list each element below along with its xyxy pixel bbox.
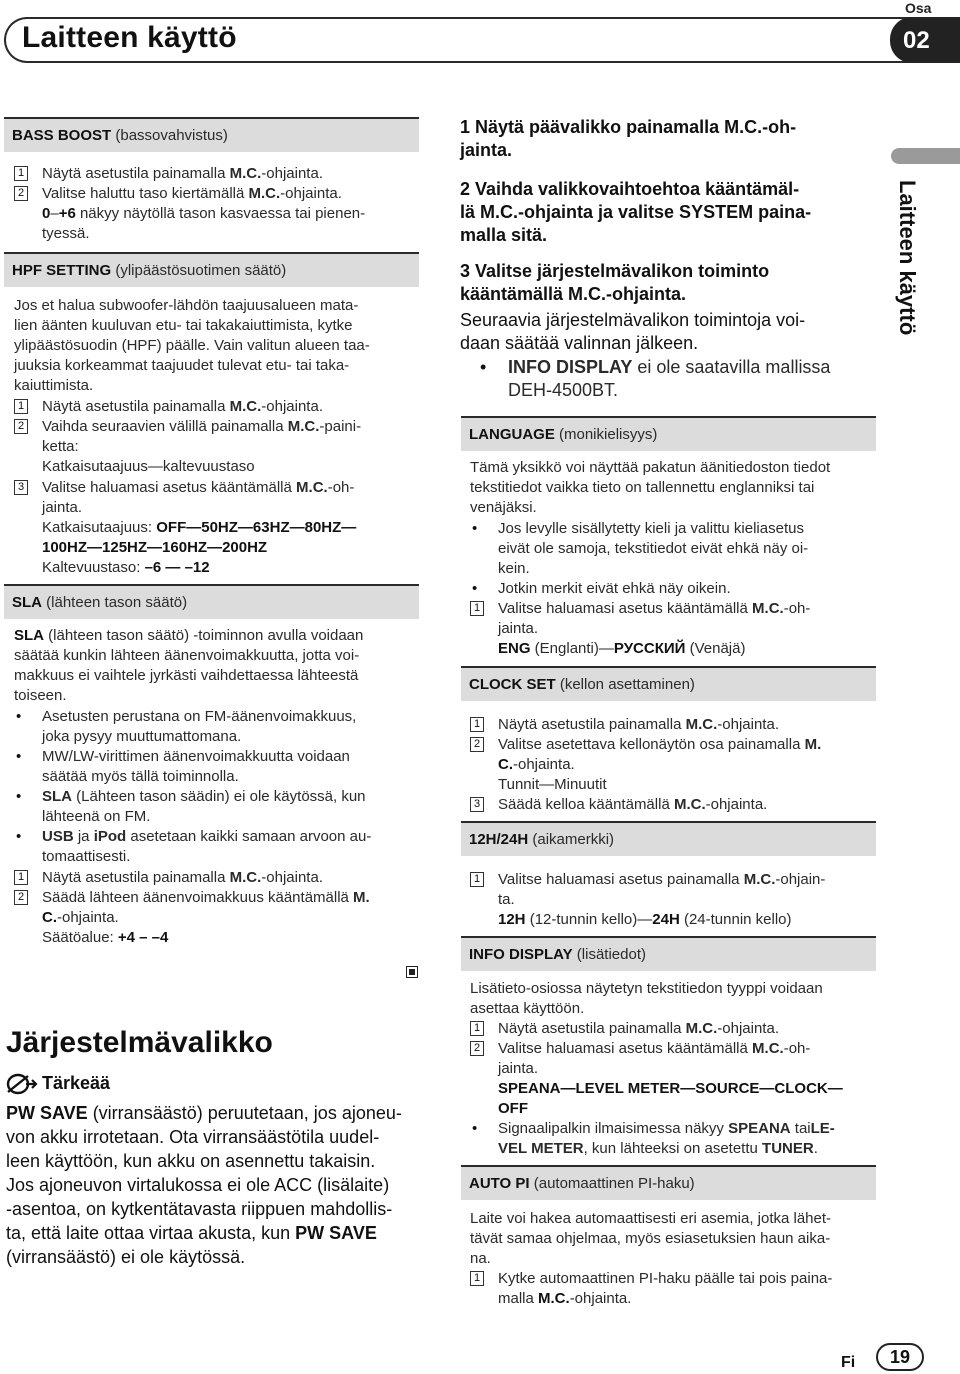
auto-pi-step-1: 1 Kytke automaattinen PI-haku päälle tai pois paina- (470, 1269, 876, 1289)
bullet-icon: • (480, 357, 487, 377)
important-text-6: ta, että laite ottaa virtaa akusta, kun PW SAVE (6, 1223, 377, 1243)
step-number: 1 (470, 717, 484, 732)
section-header-info-display: INFO DISPLAY (lisätiedot) (461, 936, 876, 971)
hpf-desc-4: juuksia korkeammat taajuudet tulevat etu- tai taka- (14, 357, 350, 374)
sla-step-2-line2: C.-ohjainta. (42, 909, 119, 926)
side-tab-bar (891, 148, 960, 164)
clock-step-2-line2: C.-ohjainta. (498, 756, 575, 773)
bass-boost-step-2: 2 Valitse haluttu taso kiertämällä M.C.-ohjainta. (14, 184, 419, 204)
section-title-system-menu: Järjestelmävalikko (6, 1026, 273, 1059)
section-header-sla: SLA (lähteen tason säätö) (4, 584, 419, 619)
menu-note-bullet: • INFO DISPLAY ei ole saatavilla mallissa DEH-4500BT. (480, 357, 831, 400)
important-text-2: von akku irrotetaan. Ota virransäästötila uudel- (6, 1127, 380, 1147)
auto-pi-desc-3: na. (470, 1250, 491, 1267)
hpf-desc-3: ylipäästösuodin (HPF) päälle. Vain valitun alueen taa- (14, 337, 370, 354)
info-display-bullet: • Signaalipalkin ilmaisimessa näkyy SPEANA taiLE- VEL METER, kun lähteeksi on asetettu TUNER. (472, 1120, 835, 1157)
hpf-step-2-line2: ketta: (42, 438, 79, 455)
step-number: 2 (470, 1041, 484, 1056)
auto-pi-desc-2: tävät samaa ohjelmaa, myös esiasetuksien haun aika- (470, 1230, 831, 1247)
menu-step-2-line3: malla sitä. (460, 225, 548, 245)
section-header-bass-boost: BASS BOOST (bassovahvistus) (4, 117, 419, 152)
step-number: 1 (14, 870, 28, 885)
language-desc-3: venäjäksi. (470, 499, 537, 516)
menu-step-3-line4: daan säätää valinnan jälkeen. (460, 333, 699, 353)
section-end-icon (406, 966, 418, 978)
sla-bullet-3: • SLA (Lähteen tason säädin) ei ole käytössä, kun lähteenä on FM. (16, 788, 366, 825)
sla-desc-2: säätää kunkin lähteen äänenvoimakkuutta, jotta voi- (14, 647, 360, 664)
info-display-step-2-line2: jainta. (498, 1060, 539, 1077)
info-display-step-1: 1 Näytä asetustila painamalla M.C.-ohjainta. (470, 1019, 876, 1039)
hpf-step-2: 2 Vaihda seuraavien välillä painamalla M.C.-paini- (14, 417, 419, 437)
sla-step-2: 2 Säädä lähteen äänenvoimakkuus kääntämällä M. (14, 888, 419, 908)
important-label: Tärkeää (42, 1073, 111, 1093)
step-number: 2 (14, 890, 28, 905)
important-text-7: (virransäästö) ei ole käytössä. (6, 1247, 246, 1267)
sla-step-1: 1 Näytä asetustila painamalla M.C.-ohjainta. (14, 868, 419, 888)
language-bullet-2: • Jotkin merkit eivät ehkä näy oikein. (472, 580, 731, 597)
bass-boost-note-line2: tyessä. (42, 225, 90, 242)
language-desc-1: Tämä yksikkö voi näyttää pakatun äänitiedoston tiedot (470, 459, 831, 476)
info-display-desc-1: Lisätieto-osiossa näytetyn tekstitiedon tyyppi voidaan (470, 980, 823, 997)
language-options: ENG (Englanti)—РУССКИЙ (Venäjä) (498, 640, 746, 657)
hpf-desc-1: Jos et halua subwoofer-lähdön taajuusalueen mata- (14, 297, 359, 314)
section-header-auto-pi: AUTO PI (automaattinen PI-haku) (461, 1165, 876, 1200)
info-display-step-2: 2 Valitse haluamasi asetus kääntämällä M.C.-oh- (470, 1039, 876, 1059)
menu-step-3-line2: kääntämällä M.C.-ohjainta. (460, 284, 687, 304)
hpf-step-3-line5: Kaltevuustaso: –6 — –12 (42, 559, 210, 576)
step-number: 1 (470, 872, 484, 887)
step-number: 2 (14, 186, 28, 201)
auto-pi-desc-1: Laite voi hakea automaattisesti eri asemia, jotka lähet- (470, 1210, 832, 1227)
menu-step-3-line3: Seuraavia järjestelmävalikon toimintoja voi- (460, 310, 806, 330)
bass-boost-step-1: 1 Näytä asetustila painamalla M.C.-ohjainta. (14, 164, 419, 184)
page-number: 19 (876, 1343, 924, 1371)
section-header-12h-24h: 12H/24H (aikamerkki) (461, 821, 876, 856)
menu-step-2-line1: 2 Vaihda valikkovaihtoehtoa kääntämäl- (460, 179, 800, 199)
hpf-step-3-line2: jainta. (42, 499, 83, 516)
bullet-icon: • (16, 748, 22, 765)
important-icon (6, 1072, 38, 1096)
info-display-desc-2: asettaa käyttöön. (470, 1000, 585, 1017)
step-number: 1 (470, 601, 484, 616)
info-display-options: SPEANA—LEVEL METER—SOURCE—CLOCK— (498, 1080, 843, 1097)
time-format-step-1-line2: ta. (498, 891, 515, 908)
clock-step-2-line3: Tunnit—Minuutit (498, 776, 607, 793)
hpf-step-3-line4: 100HZ—125HZ—160HZ—200HZ (42, 539, 268, 556)
hpf-desc-2: lien äänten kuuluvan etu- tai takakaiuttimista, kytke (14, 317, 353, 334)
step-number: 1 (14, 399, 28, 414)
sla-bullet-4: • USB ja iPod asetetaan kaikki samaan arvoon au- tomaattisesti. (16, 828, 372, 865)
sla-step-2-line3: Säätöalue: +4 – –4 (42, 929, 169, 946)
menu-step-3-line1: 3 Valitse järjestelmävalikon toiminto (460, 261, 770, 281)
sla-bullet-1: • Asetusten perustana on FM-äänenvoimakkuus, joka pysyy muuttumattomana. (16, 708, 357, 745)
sla-bullet-2: • MW/LW-virittimen äänenvoimakkuutta voidaan säätää myös tällä toiminnolla. (16, 748, 350, 785)
hpf-step-1: 1 Näytä asetustila painamalla M.C.-ohjainta. (14, 397, 419, 417)
step-number: 1 (470, 1271, 484, 1286)
sla-desc-4: toiseen. (14, 687, 67, 704)
menu-step-1-line2: jainta. (460, 140, 513, 160)
bullet-icon: • (472, 520, 478, 537)
hpf-step-3-line3: Katkaisutaajuus: OFF—50HZ—63HZ—80HZ— (42, 519, 357, 536)
sla-desc-3: makkuus ei vaihtele jyrkästi vaihdettaessa lähteestä (14, 667, 359, 684)
step-number: 2 (470, 737, 484, 752)
clock-step-3: 3 Säädä kelloa kääntämällä M.C.-ohjainta. (470, 795, 876, 815)
time-format-step-1: 1 Valitse haluamasi asetus painamalla M.C.-ohjain- (470, 870, 876, 890)
time-format-options: 12H (12-tunnin kello)—24H (24-tunnin kello) (498, 911, 792, 928)
hpf-step-3: 3 Valitse haluamasi asetus kääntämällä M.C.-oh- (14, 478, 419, 498)
clock-step-1: 1 Näytä asetustila painamalla M.C.-ohjainta. (470, 715, 876, 735)
auto-pi-step-1-line2: malla M.C.-ohjainta. (498, 1290, 632, 1307)
important-text-1: PW SAVE (virransäästö) peruutetaan, jos ajoneu- (6, 1103, 402, 1123)
language-code: Fi (841, 1354, 856, 1371)
sla-desc-1: SLA (lähteen tason säätö) -toiminnon avulla voidaan (14, 627, 364, 644)
step-number: 3 (470, 797, 484, 812)
chapter-number: 02 (903, 27, 930, 54)
important-text-5: -asentoa, on kytkentätavasta riippuen mahdollis- (6, 1199, 393, 1219)
language-step-1-line2: jainta. (498, 620, 539, 637)
page-title: Laitteen käyttö (22, 21, 237, 54)
language-step-1: 1 Valitse haluamasi asetus kääntämällä M.C.-oh- (470, 599, 876, 619)
important-text-4: Jos ajoneuvon virtalukossa ei ole ACC (lisälaite) (6, 1175, 390, 1195)
step-number: 1 (470, 1021, 484, 1036)
menu-step-2-line2: lä M.C.-ohjainta ja valitse SYSTEM paina- (460, 202, 812, 222)
info-display-options-line2: OFF (498, 1100, 528, 1117)
bullet-icon: • (16, 708, 22, 725)
bullet-icon: • (16, 828, 22, 845)
section-header-hpf: HPF SETTING (ylipäästösuotimen säätö) (4, 252, 419, 287)
clock-step-2: 2 Valitse asetettava kellonäytön osa painamalla M. (470, 735, 876, 755)
language-desc-2: tekstitiedot vaikka tieto on tallennettu englanniksi tai (470, 479, 815, 496)
important-text-3: leen käyttöön, kun akku on asennettu takaisin. (6, 1151, 376, 1171)
step-number: 1 (14, 166, 28, 181)
bullet-icon: • (16, 788, 22, 805)
step-number: 3 (14, 480, 28, 495)
hpf-step-2-line3: Katkaisutaajuus—kaltevuustaso (42, 458, 255, 475)
step-number: 2 (14, 419, 28, 434)
section-header-language: LANGUAGE (monikielisyys) (461, 416, 876, 451)
section-header-clock-set: CLOCK SET (kellon asettaminen) (461, 666, 876, 701)
hpf-desc-5: kaiuttimista. (14, 377, 94, 394)
language-bullet-1: • Jos levylle sisällytetty kieli ja valittu kieliasetus eivät ole samoja, tekstitiedot eivät ehkä näy oi- kein. (472, 520, 809, 577)
bullet-icon: • (472, 1120, 478, 1137)
chapter-label: Osa (905, 0, 932, 16)
menu-step-1-line1: 1 Näytä päävalikko painamalla M.C.-oh- (460, 117, 797, 137)
bullet-icon: • (472, 580, 478, 597)
bass-boost-note: 0–+6 näkyy näytöllä tason kasvaessa tai pienen- (42, 205, 366, 222)
side-tab-label: Laitteen käyttö (895, 180, 920, 336)
